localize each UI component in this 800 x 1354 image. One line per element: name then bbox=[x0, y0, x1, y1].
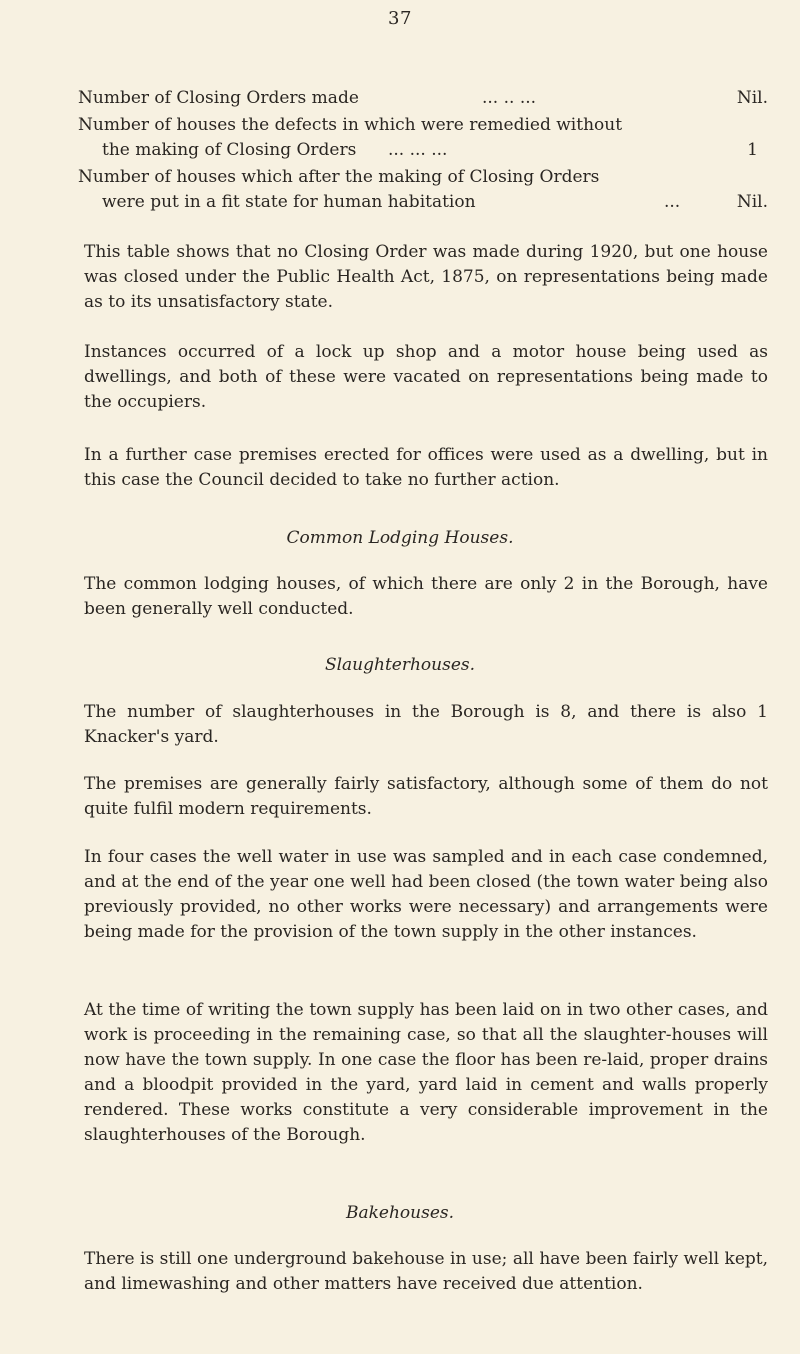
row-label: Number of Closing Orders made bbox=[78, 88, 359, 108]
heading-bakehouses: Bakehouses. bbox=[345, 1203, 455, 1223]
leader-dots: ... bbox=[664, 192, 681, 212]
leader-dots: ... .. ... bbox=[482, 88, 537, 108]
paragraph-slaughterhouse-count: The number of slaughterhouses in the Borough is 8, and there is also 1 Knacker's yard. bbox=[84, 702, 768, 747]
page-number: 37 bbox=[388, 8, 412, 29]
row-label-continued: the making of Closing Orders bbox=[102, 140, 357, 160]
paragraph-town-supply: At the time of writing the town supply has been laid on in two other cases, and work is proceeding in the remaining case, so that all the slaughter-houses will now have the town supply. In one case the floor has been re-laid, proper drains and a bloodpit provided in the yard, yard laid in cement and walls properly rendered. These works constitute a very considerable improvement in the slaughterhouses of the Borough. bbox=[84, 1000, 768, 1145]
row-label: Number of houses the defects in which were remedied without bbox=[78, 115, 623, 135]
table-row bbox=[78, 113, 768, 163]
row-value: Nil. bbox=[736, 88, 768, 108]
paragraph-lodging-houses: The common lodging houses, of which there are only 2 in the Borough, have been generally well conducted. bbox=[84, 574, 768, 619]
table-row bbox=[78, 165, 768, 215]
paragraph-well-water: In four cases the well water in use was sampled and in each case condemned, and at the end of the year one well had been closed (the town water being also previously provided, no other works were necessary) and arrangements were being made for the provision of the town supply in the other instances. bbox=[84, 847, 768, 942]
leader-dots: ... ... ... bbox=[388, 140, 448, 160]
heading-slaughterhouses: Slaughterhouses. bbox=[324, 655, 476, 675]
closing-orders-table bbox=[78, 86, 768, 217]
heading-common-lodging-houses: Common Lodging Houses. bbox=[286, 528, 514, 548]
paragraph-closing-summary: This table shows that no Closing Order was made during 1920, but one house was closed under the Public Health Act, 1875, on representations being made as to its unsatisfactory state. bbox=[84, 242, 768, 312]
paragraph-bakehouse: There is still one underground bakehouse in use; all have been fairly well kept, and limewashing and other matters have received due attention. bbox=[84, 1249, 768, 1294]
row-value: 1 bbox=[747, 140, 758, 160]
paragraph-premises-satisfactory: The premises are generally fairly satisfactory, although some of them do not quite fulfil modern requirements. bbox=[84, 774, 768, 819]
row-label-continued: were put in a fit state for human habitation bbox=[102, 192, 476, 212]
paragraph-lock-up-shop: Instances occurred of a lock up shop and a motor house being used as dwellings, and both of these were vacated on representations being made to the occupiers. bbox=[84, 342, 768, 412]
table-row bbox=[78, 86, 768, 111]
row-label: Number of houses which after the making of Closing Orders bbox=[78, 167, 600, 187]
paragraph-offices-dwelling: In a further case premises erected for offices were used as a dwelling, but in this case the Council decided to take no further action. bbox=[84, 445, 768, 490]
row-value: Nil. bbox=[736, 192, 768, 212]
